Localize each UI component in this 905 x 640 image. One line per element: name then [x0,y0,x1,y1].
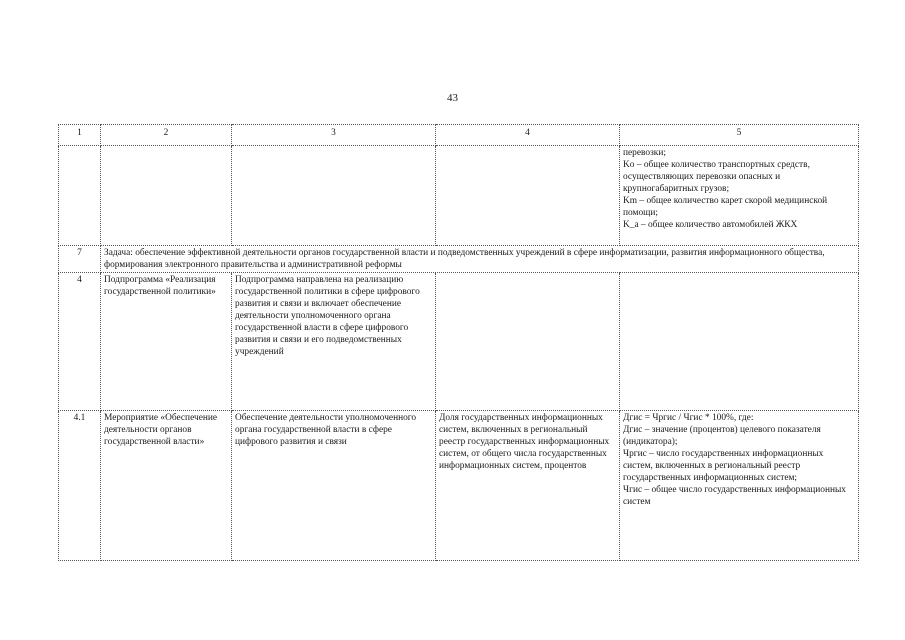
task-text: Задача: обеспечение эффективной деятельности органов государственной власти и подведомственных учреждений в сфере информатизации, развития информационного общества, формирования электронного правительства и административной реформы [101,246,859,273]
table-cell: Дгис = Чргис / Чгис * 100%, где: Дгис – значение (процентов) целевого показателя (индикатора); Чргис – число государственных информационных систем, включенных в региональный реестр государственных информационных систем; Чгис – общее число государственных информационных систем [620,411,859,561]
table-cell [232,146,436,246]
table-cell: Обеспечение деятельности уполномоченного органа государственной власти в сфере цифрового развития и связи [232,411,436,561]
column-header: 5 [620,125,859,146]
table-cell: перевозки; Ko – общее количество транспортных средств, осуществляющих перевозки опасных и крупногабаритных грузов; Km – общее количество карет скорой медицинской помощи; K_a – общее количество автомобилей ЖКХ [620,146,859,246]
table-cell [436,146,620,246]
table-cell: Подпрограмма направлена на реализацию государственной политики в сфере цифрового развития и связи и включает обеспечение деятельности уполномоченного органа государственной власти в сфере цифрового развития и связи и его подведомственных учреждений [232,273,436,411]
column-header: 3 [232,125,436,146]
data-table [58,124,859,561]
row-number: 4.1 [59,411,101,561]
page-number: 43 [447,92,458,104]
table-cell: Подпрограмма «Реализация государственной политики» [101,273,232,411]
row-number [59,146,101,246]
table-row [59,273,859,411]
table-cell: Мероприятие «Обеспечение деятельности органов государственной власти» [101,411,232,561]
table-cell: Доля государственных информационных систем, включенных в региональный реестр государственных информационных систем, от общего числа государственных информационных систем, процентов [436,411,620,561]
row-number: 4 [59,273,101,411]
table-header-row [59,125,859,146]
column-header: 1 [59,125,101,146]
table-cell [620,273,859,411]
table-cell [101,146,232,246]
table-row [59,411,859,561]
column-header: 4 [436,125,620,146]
column-header: 2 [101,125,232,146]
task-row [59,246,859,273]
row-number: 7 [59,246,101,273]
table-cell [436,273,620,411]
table-row [59,146,859,246]
